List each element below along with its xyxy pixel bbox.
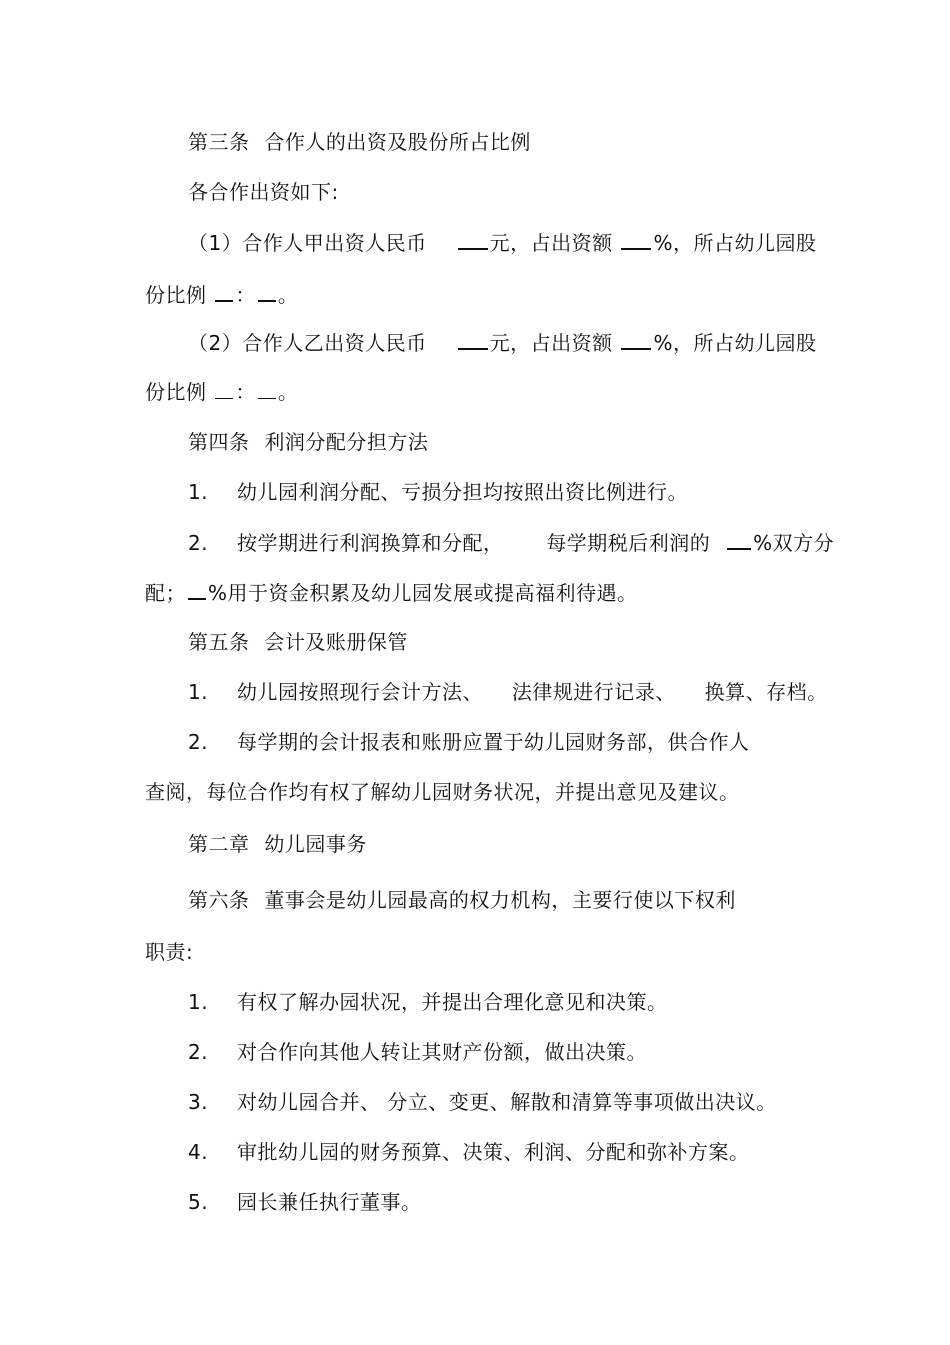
- article-5-title: 会计及账册保管: [264, 630, 408, 654]
- article-5-number: 第五条: [188, 630, 250, 654]
- item-number: 2.: [188, 1040, 209, 1064]
- article-4-title: 利润分配分担方法: [264, 430, 429, 454]
- article-6-item: [188, 1038, 647, 1066]
- article-6-item: [188, 1088, 777, 1116]
- item-number: 5.: [188, 1190, 209, 1214]
- item-text: 对幼儿园合并、 分立、变更、解散和清算等事项做出决议。: [236, 1090, 777, 1114]
- partner-b-ratio-blank-1: [215, 378, 233, 399]
- partner-a-ratio-label: 份比例: [145, 283, 207, 307]
- partner-a-ratio-colon: ：: [235, 283, 256, 307]
- article-5-item-2-line-1: [188, 728, 749, 756]
- article-3-intro: 各合作出资如下:: [188, 180, 339, 204]
- item-text: 有权了解办园状况，并提出合理化意见和决策。: [236, 990, 668, 1014]
- partner-a-line-1: [188, 228, 816, 257]
- partner-a-ratio-blank-1: [215, 280, 233, 302]
- article-5-item-2-line-2: 查阅，每位合作均有权了解幼儿园财务状况，并提出意见及建议。: [145, 780, 740, 804]
- article-6-line-2: 职责:: [145, 940, 194, 964]
- item-text: 对合作向其他人转让其财产份额，做出决策。: [236, 1040, 647, 1064]
- article-5-item-1: [188, 678, 828, 706]
- partner-b-percent-blank: [621, 328, 651, 350]
- article-5-heading: [188, 628, 408, 656]
- partner-a-percent-text: %，所占幼儿园股: [653, 231, 817, 255]
- item-text: %用于资金积累及幼儿园发展或提高福利待遇。: [208, 581, 638, 605]
- partner-a-text: （1）合作人甲出资人民币: [188, 231, 427, 255]
- article-3-title: 合作人的出资及股份所占比例: [264, 130, 531, 154]
- partner-b-ratio-colon: ：: [235, 380, 256, 404]
- partner-a-share-text: 元，占出资额: [489, 231, 613, 255]
- article-4-number: 第四条: [188, 430, 250, 454]
- item-text: 每学期税后利润的: [546, 531, 711, 555]
- item-number: 4.: [188, 1140, 209, 1164]
- partner-b-percent-text: %，所占幼儿园股: [653, 331, 817, 355]
- partner-b-line-1: [188, 328, 816, 357]
- item-number: 2.: [188, 730, 209, 754]
- item-text: 配；: [145, 581, 186, 605]
- article-4-item-1: [188, 478, 688, 506]
- article-4-item-2-line-2: [145, 578, 638, 607]
- partner-b-end: 。: [277, 380, 299, 404]
- partner-b-amount-blank: [458, 328, 488, 350]
- partner-b-text: （2）合作人乙出资人民币: [188, 331, 427, 355]
- item-text: 幼儿园利润分配、亏损分担均按照出资比例进行。: [236, 480, 688, 504]
- item-text: 每学期的会计报表和账册应置于幼儿园财务部，供合作人: [236, 730, 750, 754]
- partner-a-ratio-blank-2: [258, 280, 276, 302]
- article-6-number: 第六条: [188, 888, 250, 912]
- article-6-item: [188, 1188, 421, 1216]
- partner-a-line-2: [145, 280, 298, 309]
- item-number: 1.: [188, 680, 209, 704]
- partner-b-ratio-blank-2: [258, 378, 276, 399]
- item-text: 园长兼任执行董事。: [236, 1190, 422, 1214]
- chapter-2-heading: [188, 830, 367, 858]
- item-text: %双方分: [753, 531, 835, 555]
- reserve-percent-blank: [188, 578, 206, 600]
- item-text: 幼儿园按照现行会计方法、: [236, 680, 483, 704]
- article-3-heading: [188, 128, 531, 156]
- chapter-2-title: 幼儿园事务: [264, 832, 367, 856]
- item-number: 1.: [188, 480, 209, 504]
- partner-a-percent-blank: [621, 228, 651, 250]
- article-6-item: [188, 1138, 749, 1166]
- article-3-number: 第三条: [188, 130, 250, 154]
- chapter-2-number: 第二章: [188, 832, 250, 856]
- item-text: 法律规进行记录、: [511, 680, 676, 704]
- item-text: 换算、存档。: [704, 680, 828, 704]
- partner-a-end: 。: [277, 283, 299, 307]
- item-text: 按学期进行利润换算和分配，: [236, 531, 504, 555]
- article-6-item: [188, 988, 667, 1016]
- item-number: 2.: [188, 531, 209, 555]
- item-number: 1.: [188, 990, 209, 1014]
- article-4-heading: [188, 428, 428, 456]
- item-text: 审批幼儿园的财务预算、决策、利润、分配和弥补方案。: [236, 1140, 750, 1164]
- profit-percent-blank: [727, 528, 751, 550]
- article-6-text: 董事会是幼儿园最高的权力机构，主要行使以下权利: [264, 888, 736, 912]
- partner-b-ratio-label: 份比例: [145, 380, 207, 404]
- partner-b-line-2: [145, 378, 298, 406]
- article-6-line-1: [188, 886, 736, 914]
- item-number: 3.: [188, 1090, 209, 1114]
- article-4-item-2-line-1: [188, 528, 834, 557]
- partner-b-share-text: 元，占出资额: [489, 331, 613, 355]
- partner-a-amount-blank: [458, 228, 488, 250]
